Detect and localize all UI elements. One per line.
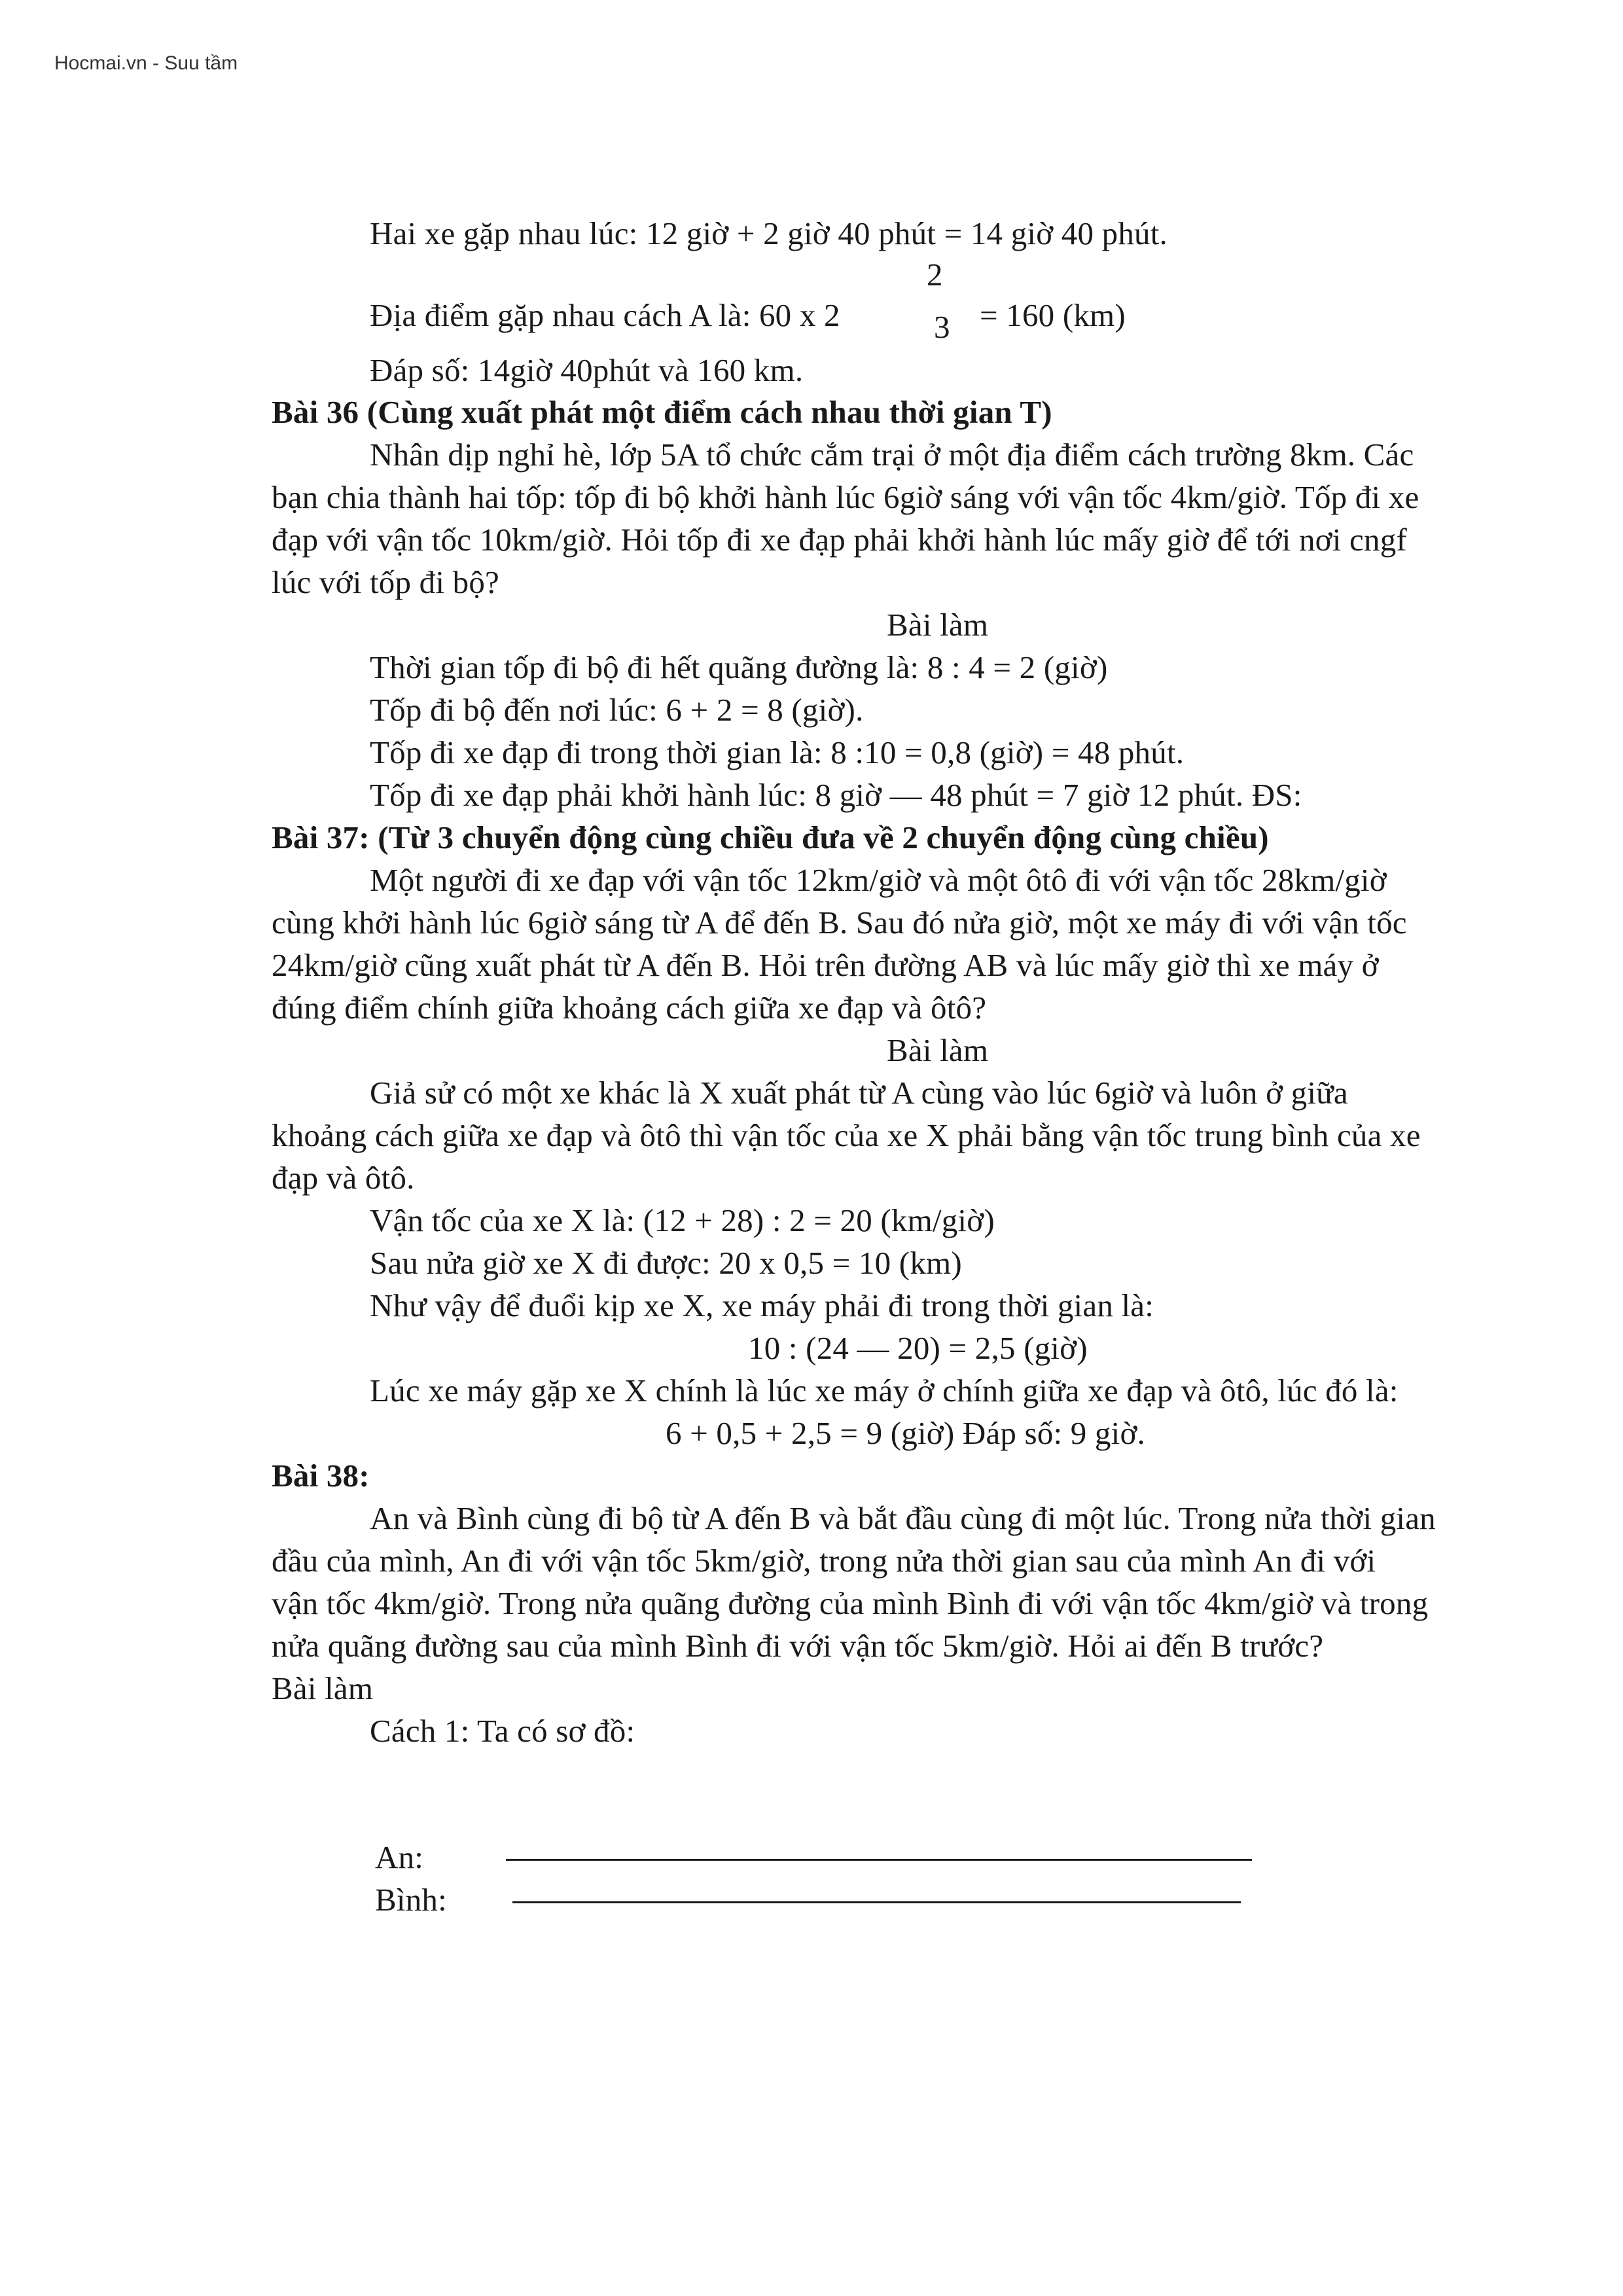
bai37-step-1: Giả sử có một xe khác là X xuất phát từ A cùng vào lúc 6giờ và luôn ở giữa xyxy=(370,1075,1348,1111)
bai36-title: Bài 36 (Cùng xuất phát một điểm cách nhau thời gian T) xyxy=(272,394,1052,430)
bai36-step-1: Thời gian tốp đi bộ đi hết quãng đường là: 8 : 4 = 2 (giờ) xyxy=(370,649,1108,685)
fraction-denominator: 3 xyxy=(934,309,950,345)
bai36-step-3: Tốp đi xe đạp đi trong thời gian là: 8 :10 = 0,8 (giờ) = 48 phút. xyxy=(370,734,1185,770)
fraction-numerator: 2 xyxy=(927,257,943,293)
bai37-para-2: cùng khởi hành lúc 6giờ sáng từ A để đến B. Sau đó nửa giờ, một xe máy đi với vận tốc xyxy=(272,905,1407,941)
meet-time-line: Hai xe gặp nhau lúc: 12 giờ + 2 giờ 40 phút = 14 giờ 40 phút. xyxy=(370,215,1168,251)
bai36-para-3: đạp với vận tốc 10km/giờ. Hỏi tốp đi xe đạp phải khởi hành lúc mấy giờ để tới nơi cngf xyxy=(272,522,1407,558)
diagram-line-an xyxy=(506,1859,1252,1861)
meet-place-line-b: = 160 (km) xyxy=(980,297,1126,333)
bai38-solution-label: Bài làm xyxy=(272,1670,374,1706)
intro-answer: Đáp số: 14giờ 40phút và 160 km. xyxy=(370,352,804,388)
bai36-para-2: bạn chia thành hai tốp: tốp đi bộ khởi hành lúc 6giờ sáng với vận tốc 4km/giờ. Tốp đi xe xyxy=(272,479,1419,515)
bai37-step-8: Lúc xe máy gặp xe X chính là lúc xe máy ở chính giữa xe đạp và ôtô, lúc đó là: xyxy=(370,1372,1399,1408)
bai38-para-2: đầu của mình, An đi với vận tốc 5km/giờ, trong nửa thời gian sau của mình An đi với xyxy=(272,1543,1376,1579)
bai38-para-4: nửa quãng đường sau của mình Bình đi với vận tốc 5km/giờ. Hỏi ai đến B trước? xyxy=(272,1628,1324,1664)
diagram-label-binh: Bình: xyxy=(375,1882,447,1918)
bai38-para-1: An và Bình cùng đi bộ từ A đến B và bắt đầu cùng đi một lúc. Trong nửa thời gian xyxy=(370,1500,1436,1536)
bai37-step-7: 10 : (24 — 20) = 2,5 (giờ) xyxy=(748,1330,1088,1366)
meet-place-line-a: Địa điểm gặp nhau cách A là: 60 x 2 xyxy=(370,297,840,333)
bai37-title-topic: (Từ 3 chuyển động cùng chiều đưa về 2 chuyển động cùng chiều) xyxy=(369,819,1269,855)
bai37-step-4: Vận tốc của xe X là: (12 + 28) : 2 = 20 (km/giờ) xyxy=(370,1202,995,1238)
diagram-label-an: An: xyxy=(375,1839,424,1875)
bai37-para-4: đúng điểm chính giữa khoảng cách giữa xe đạp và ôtô? xyxy=(272,990,987,1026)
bai36-para-1: Nhân dịp nghỉ hè, lớp 5A tổ chức cắm trại ở một địa điểm cách trường 8km. Các xyxy=(370,437,1414,473)
bai37-title-label: Bài 37: xyxy=(272,819,370,855)
bai37-step-9: 6 + 0,5 + 2,5 = 9 (giờ) Đáp số: 9 giờ. xyxy=(666,1415,1146,1451)
bai36-para-4: lúc với tốp đi bộ? xyxy=(272,564,499,600)
bai37-step-3: đạp và ôtô. xyxy=(272,1160,415,1196)
bai38-para-3: vận tốc 4km/giờ. Trong nửa quãng đường của mình Bình đi với vận tốc 4km/giờ và trong xyxy=(272,1585,1429,1621)
bai38-title: Bài 38: xyxy=(272,1458,370,1494)
bai37-title xyxy=(272,818,1269,857)
bai36-step-4: Tốp đi xe đạp phải khởi hành lúc: 8 giờ — 48 phút = 7 giờ 12 phút. ĐS: xyxy=(370,777,1302,813)
bai37-para-1: Một người đi xe đạp với vận tốc 12km/giờ và một ôtô đi với vận tốc 28km/giờ xyxy=(370,862,1387,898)
bai36-solution-label: Bài làm xyxy=(887,607,989,643)
bai37-step-2: khoảng cách giữa xe đạp và ôtô thì vận tốc của xe X phải bằng vận tốc trung bình của xe xyxy=(272,1117,1421,1153)
page-header: Hocmai.vn - Suu tầm xyxy=(54,52,238,74)
bai36-step-2: Tốp đi bộ đến nơi lúc: 6 + 2 = 8 (giờ). xyxy=(370,692,864,728)
bai38-method-1: Cách 1: Ta có sơ đồ: xyxy=(370,1713,635,1749)
bai37-para-3: 24km/giờ cũng xuất phát từ A đến B. Hỏi trên đường AB và lúc mấy giờ thì xe máy ở xyxy=(272,947,1379,983)
bai37-step-6: Như vậy để đuổi kịp xe X, xe máy phải đi trong thời gian là: xyxy=(370,1287,1154,1323)
bai37-step-5: Sau nửa giờ xe X đi được: 20 x 0,5 = 10 (km) xyxy=(370,1245,962,1281)
diagram-line-binh xyxy=(512,1901,1241,1903)
bai37-solution-label: Bài làm xyxy=(887,1032,989,1068)
